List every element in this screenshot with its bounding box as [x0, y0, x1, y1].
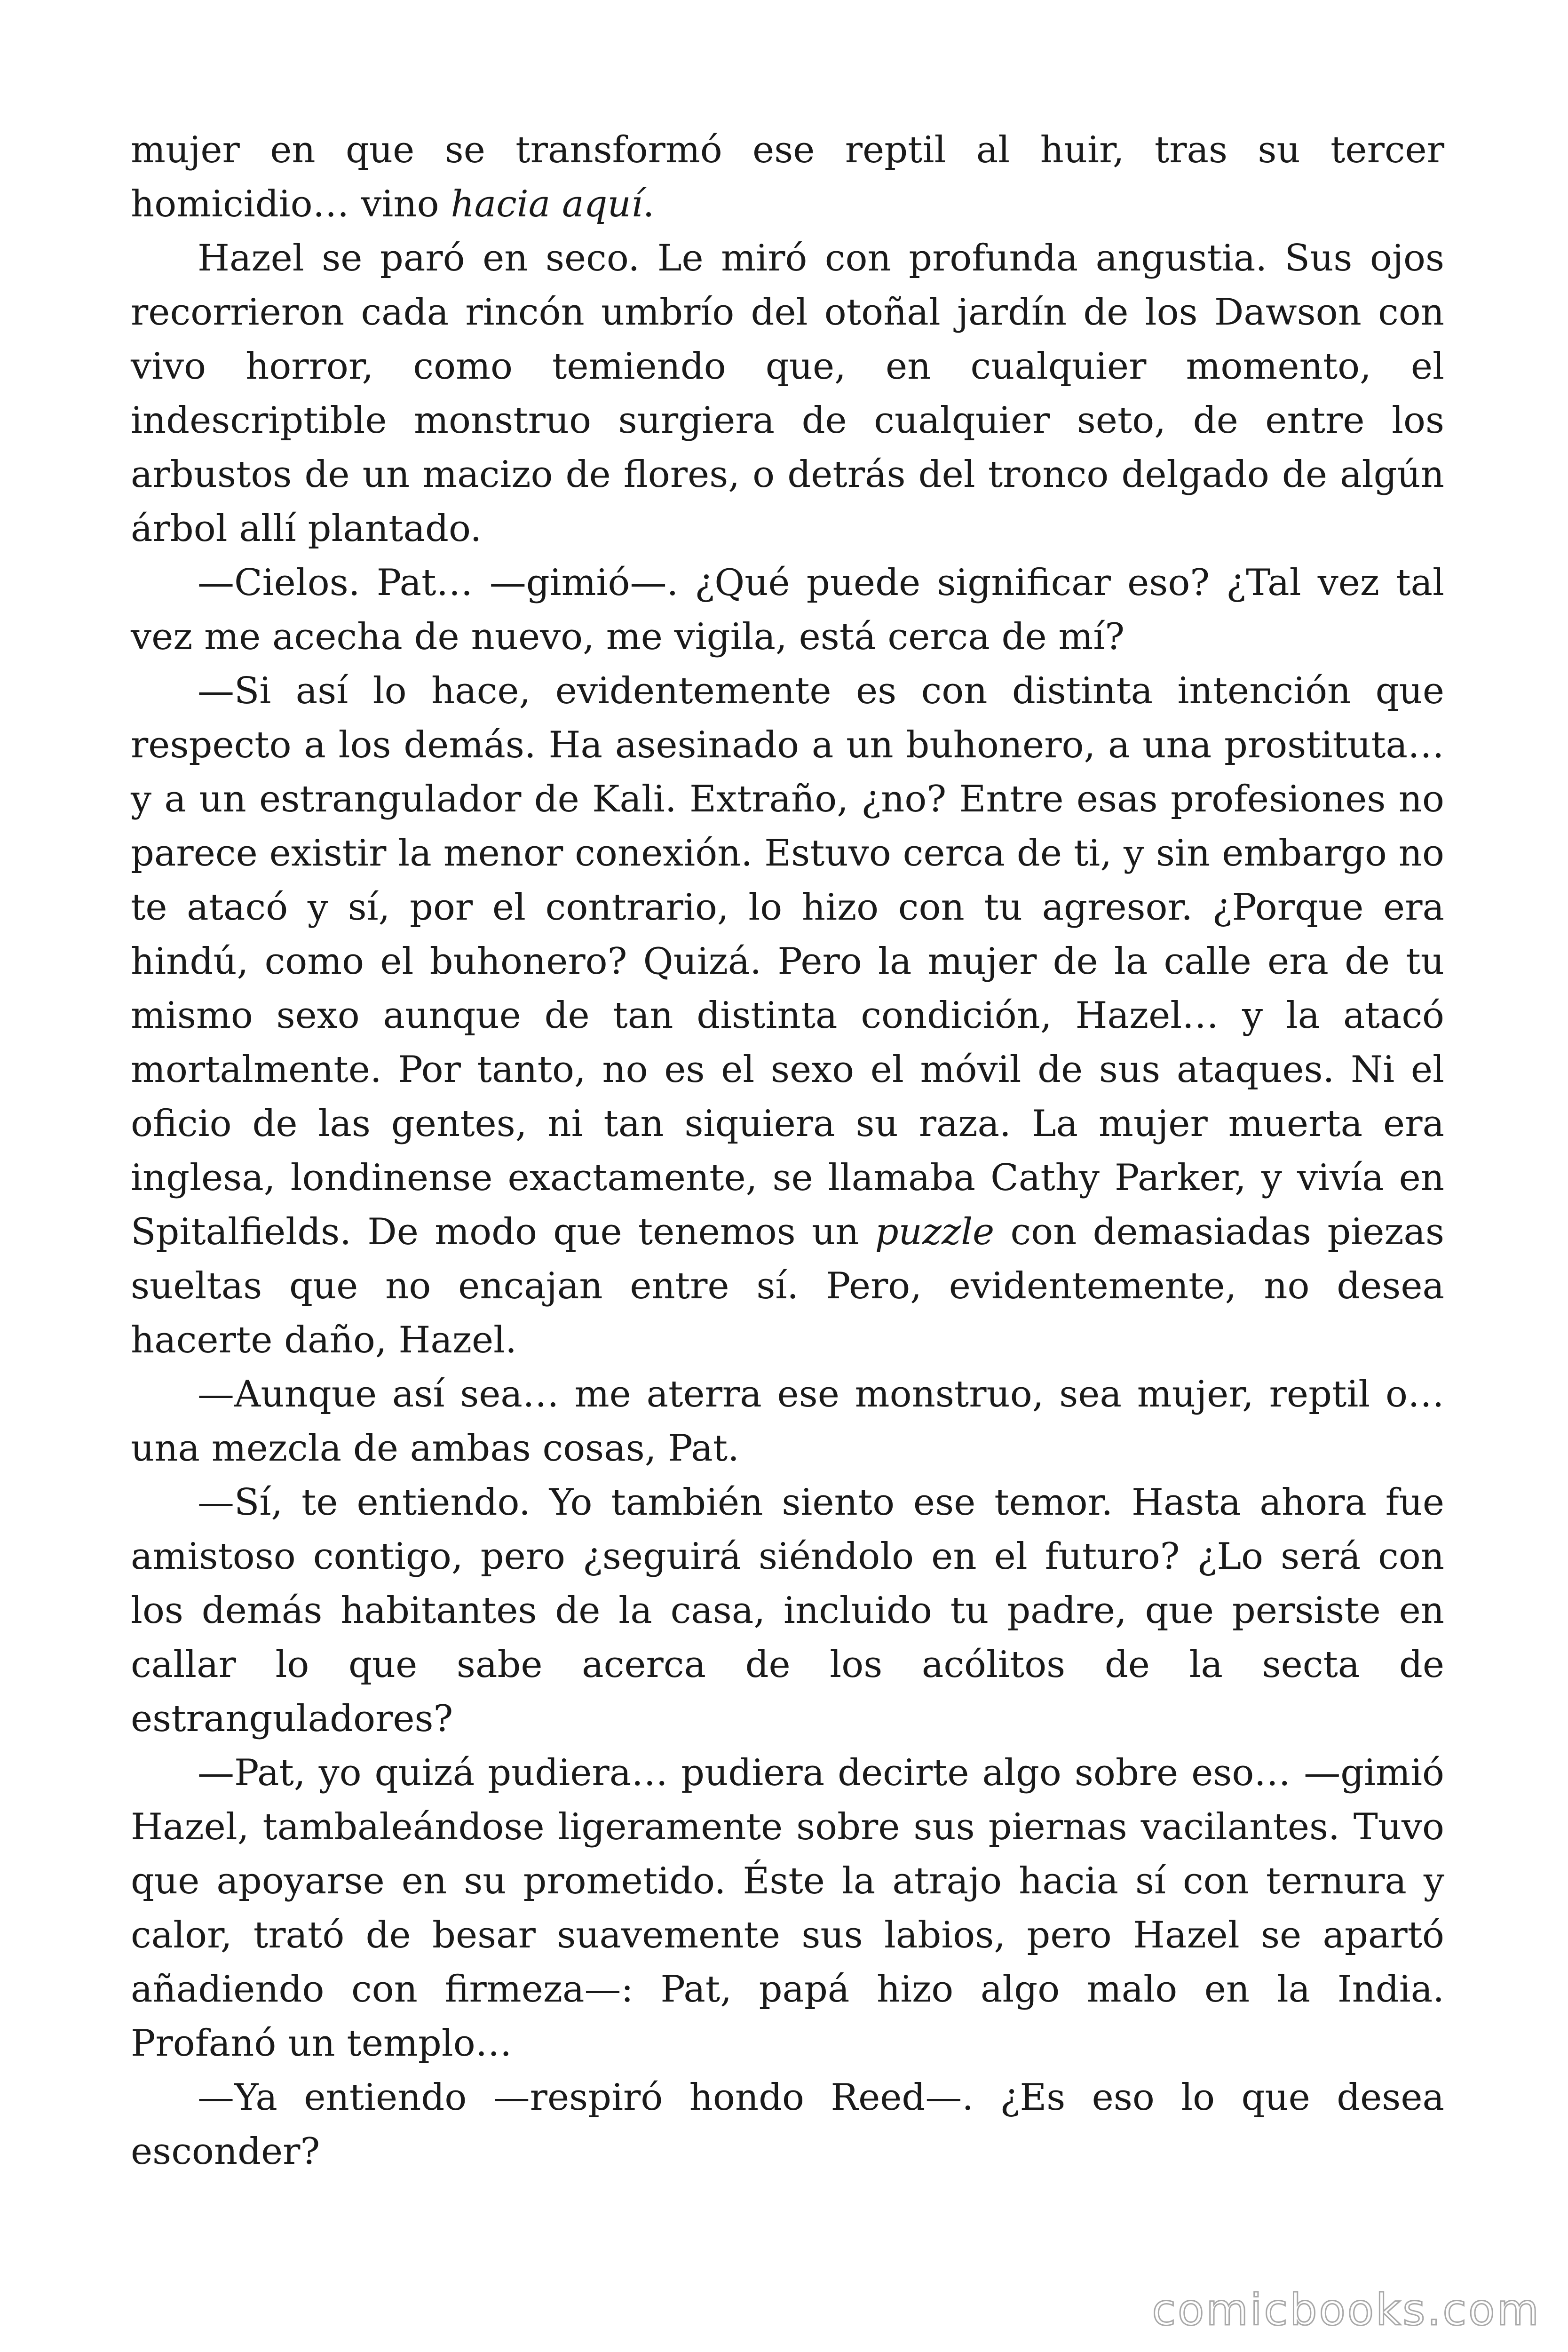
paragraph-6-text: —Sí, te entiendo. Yo también siento ese temor. Hasta ahora fue amistoso contigo, pero ¿seguirá siéndolo en el futuro? ¿Lo será con los demás habitantes de la casa, incluido tu padre, que persiste en callar lo que sabe acerca de los acólitos de la secta de estranguladores? [131, 1481, 1444, 1740]
paragraph-4-text-b: con demasiadas piezas sueltas que no encajan entre sí. Pero, evidentemente, no desea hacerte daño, Hazel. [131, 1211, 1445, 1361]
paragraph-1-text-b: . [642, 183, 655, 225]
paragraph-4-italic: puzzle [875, 1211, 995, 1253]
paragraph-4-text-a: —Si así lo hace, evidentemente es con distinta intención que respecto a los demás. Ha asesinado a un buhonero, a una prostituta… y a un estrangulador de Kali. Extraño, ¿no? Entre esas profesiones no parece existir la menor conexión. Estuvo cerca de ti, y sin embargo no te atacó y sí, por el contrario, lo hizo con tu agresor. ¿Porque era hindú, como el buhonero? Quizá. Pero la mujer de la calle era de tu mismo sexo aunque de tan distinta condición, Hazel… y la atacó mortalmente. Por tanto, no es el sexo el móvil de sus ataques. Ni el oficio de las gentes, ni tan siquiera su raza. La mujer muerta era inglesa, londinense exactamente, se llamaba Cathy Parker, y vivía en Spitalfields. De modo que tenemos un [131, 670, 1444, 1253]
paragraph-3-text: —Cielos. Pat… —gimió—. ¿Qué puede significar eso? ¿Tal vez tal vez me acecha de nuevo, me vigila, está cerca de mí? [131, 562, 1444, 658]
paragraph-5-text: —Aunque así sea… me aterra ese monstruo, sea mujer, reptil o… una mezcla de ambas cosas, Pat. [131, 1373, 1444, 1470]
paragraph-2 [131, 231, 1444, 556]
paragraph-3 [131, 556, 1444, 664]
paragraph-4 [131, 664, 1444, 1367]
paragraph-6 [131, 1476, 1444, 1746]
paragraph-1-italic: hacia aquí [451, 183, 643, 225]
paragraph-5 [131, 1367, 1444, 1476]
paragraph-2-text: Hazel se paró en seco. Le miró con profunda angustia. Sus ojos recorrieron cada rincón umbrío del otoñal jardín de los Dawson con vivo horror, como temiendo que, en cualquier momento, el indescriptible monstruo surgiera de cualquier seto, de entre los arbustos de un macizo de flores, o detrás del tronco delgado de algún árbol allí plantado. [131, 237, 1444, 550]
watermark-text: comicbooks.com [1152, 2285, 1541, 2335]
paragraph-8 [131, 2071, 1444, 2179]
paragraph-1-text-a: mujer en que se transformó ese reptil al huir, tras su tercer homicidio… vino [131, 129, 1444, 225]
page-body [131, 123, 1444, 2179]
paragraph-7-text: —Pat, yo quizá pudiera… pudiera decirte algo sobre eso… —gimió Hazel, tambaleándose ligeramente sobre sus piernas vacilantes. Tuvo que apoyarse en su prometido. Éste la atrajo hacia sí con ternura y calor, trató de besar suavemente sus labios, pero Hazel se apartó añadiendo con firmeza—: Pat, papá hizo algo malo en la India. Profanó un templo… [131, 1752, 1444, 2065]
paragraph-7 [131, 1746, 1444, 2071]
paragraph-8-text: —Ya entiendo —respiró hondo Reed—. ¿Es eso lo que desea esconder? [131, 2076, 1444, 2173]
paragraph-1 [131, 123, 1444, 231]
